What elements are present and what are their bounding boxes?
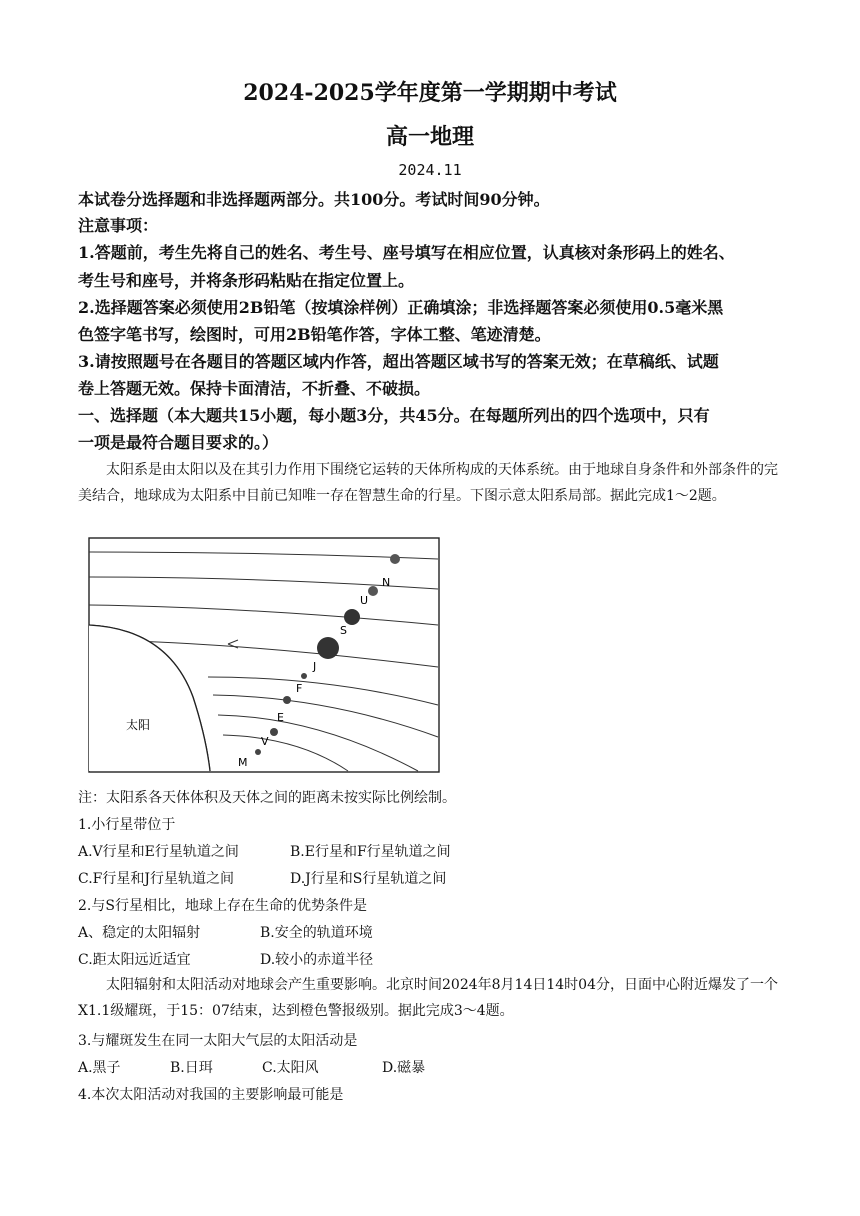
planet-v [270, 728, 278, 736]
exam-title: 2024-2025学年度第一学期期中考试 [243, 80, 617, 106]
note-line: 色签字笔书写，绘图时，可用2B铅笔作答，字体工整、笔迹清楚。 [78, 325, 551, 344]
question-2-option-a[interactable]: A、稳定的太阳辐射 [78, 925, 201, 941]
planet-j [317, 637, 339, 659]
orbit-s [89, 605, 438, 625]
planet-u [368, 586, 378, 596]
planet-e [283, 696, 291, 704]
solar-system-figure [88, 537, 440, 773]
exam-date: 2024.11 [398, 161, 462, 179]
question-3-option-c[interactable]: C.太阳风 [262, 1060, 319, 1076]
note-line: 2.选择题答案必须使用2B铅笔（按填涂样例）正确填涂；非选择题答案必须使用0.5毫米黑 [78, 298, 724, 317]
planets [238, 554, 400, 769]
note-line: 考生号和座号，并将条形码粘贴在指定位置上。 [78, 271, 415, 290]
question-2-option-c[interactable]: C.距太阳远近适宜 [78, 952, 191, 968]
question-3-stem: 3.与耀斑发生在同一太阳大气层的太阳活动是 [78, 1033, 358, 1049]
note-line: 卷上答题无效。保持卡面清洁，不折叠、不破损。 [78, 379, 431, 398]
planet-n [390, 554, 400, 564]
note-line: 1.答题前，考生先将自己的姓名、考生号、座号填写在相应位置，认真核对条形码上的姓名、 [78, 243, 735, 262]
planet-label-f: F [296, 682, 303, 695]
planet-s [344, 609, 360, 625]
question-1-stem: 1.小行星带位于 [78, 817, 176, 833]
planet-label-m: M [238, 756, 248, 769]
exam-subject: 高一地理 [385, 124, 474, 150]
planet-label-e: E [277, 711, 284, 724]
question-2-stem: 2.与S行星相比，地球上存在生命的优势条件是 [78, 898, 367, 914]
question-3-option-b[interactable]: B.日珥 [170, 1060, 213, 1076]
question-2-option-d[interactable]: D.较小的赤道半径 [260, 952, 374, 968]
sun-label: 太阳 [126, 718, 151, 732]
question-1-option-c[interactable]: C.F行星和J行星轨道之间 [78, 871, 234, 887]
section-heading-cont: 一项是最符合题目要求的。） [78, 433, 279, 452]
notes-heading: 注意事项： [78, 216, 159, 235]
orbit-n [89, 552, 438, 559]
question-4-stem: 4.本次太阳活动对我国的主要影响最可能是 [78, 1087, 344, 1103]
question-3-option-a[interactable]: A.黑子 [78, 1060, 121, 1076]
orbit-v [218, 715, 418, 771]
question-3-option-d[interactable]: D.磁暴 [382, 1060, 426, 1076]
figure-note: 注：太阳系各天体体积及天体之间的距离未按实际比例绘制。 [78, 790, 456, 806]
question-2-option-b[interactable]: B.安全的轨道环境 [260, 925, 373, 941]
passage-solar-activity: 太阳辐射和太阳活动对地球会产生重要影响。北京时间2024年8月14日14时04分，日面中心附近爆发了一个X1.1级耀斑，于15：07结束，达到橙色警报级别。据此完成3～4题。 [78, 977, 778, 1019]
question-1-option-b[interactable]: B.E行星和F行星轨道之间 [290, 844, 451, 860]
planet-label-j: J [313, 660, 317, 673]
passage-solar-system: 太阳系是由太阳以及在其引力作用下围绕它运转的天体所构成的天体系统。由于地球自身条件和外部条件的完美结合，地球成为太阳系中目前已知唯一存在智慧生命的行星。下图示意太阳系局部。据此完成1～2题。 [78, 462, 778, 504]
planet-m [255, 749, 261, 755]
planet-label-n: N [382, 576, 391, 589]
question-1-option-a[interactable]: A.V行星和E行星轨道之间 [78, 844, 239, 860]
exam-intro: 本试卷分选择题和非选择题两部分。共100分。考试时间90分钟。 [78, 190, 550, 209]
orbit-f [208, 677, 438, 705]
orbit-e [213, 695, 438, 737]
question-1-option-d[interactable]: D.J行星和S行星轨道之间 [290, 871, 447, 887]
planet-label-u: U [360, 594, 369, 607]
note-line: 3.请按照题号在各题目的答题区域内作答，超出答题区域书写的答案无效；在草稿纸、试题 [78, 352, 719, 371]
planet-f [301, 673, 307, 679]
planet-label-s: S [340, 624, 347, 637]
planet-label-v: V [261, 735, 269, 748]
section-heading: 一、选择题（本大题共15小题，每小题3分，共45分。在每题所列出的四个选项中，只有 [78, 406, 710, 425]
